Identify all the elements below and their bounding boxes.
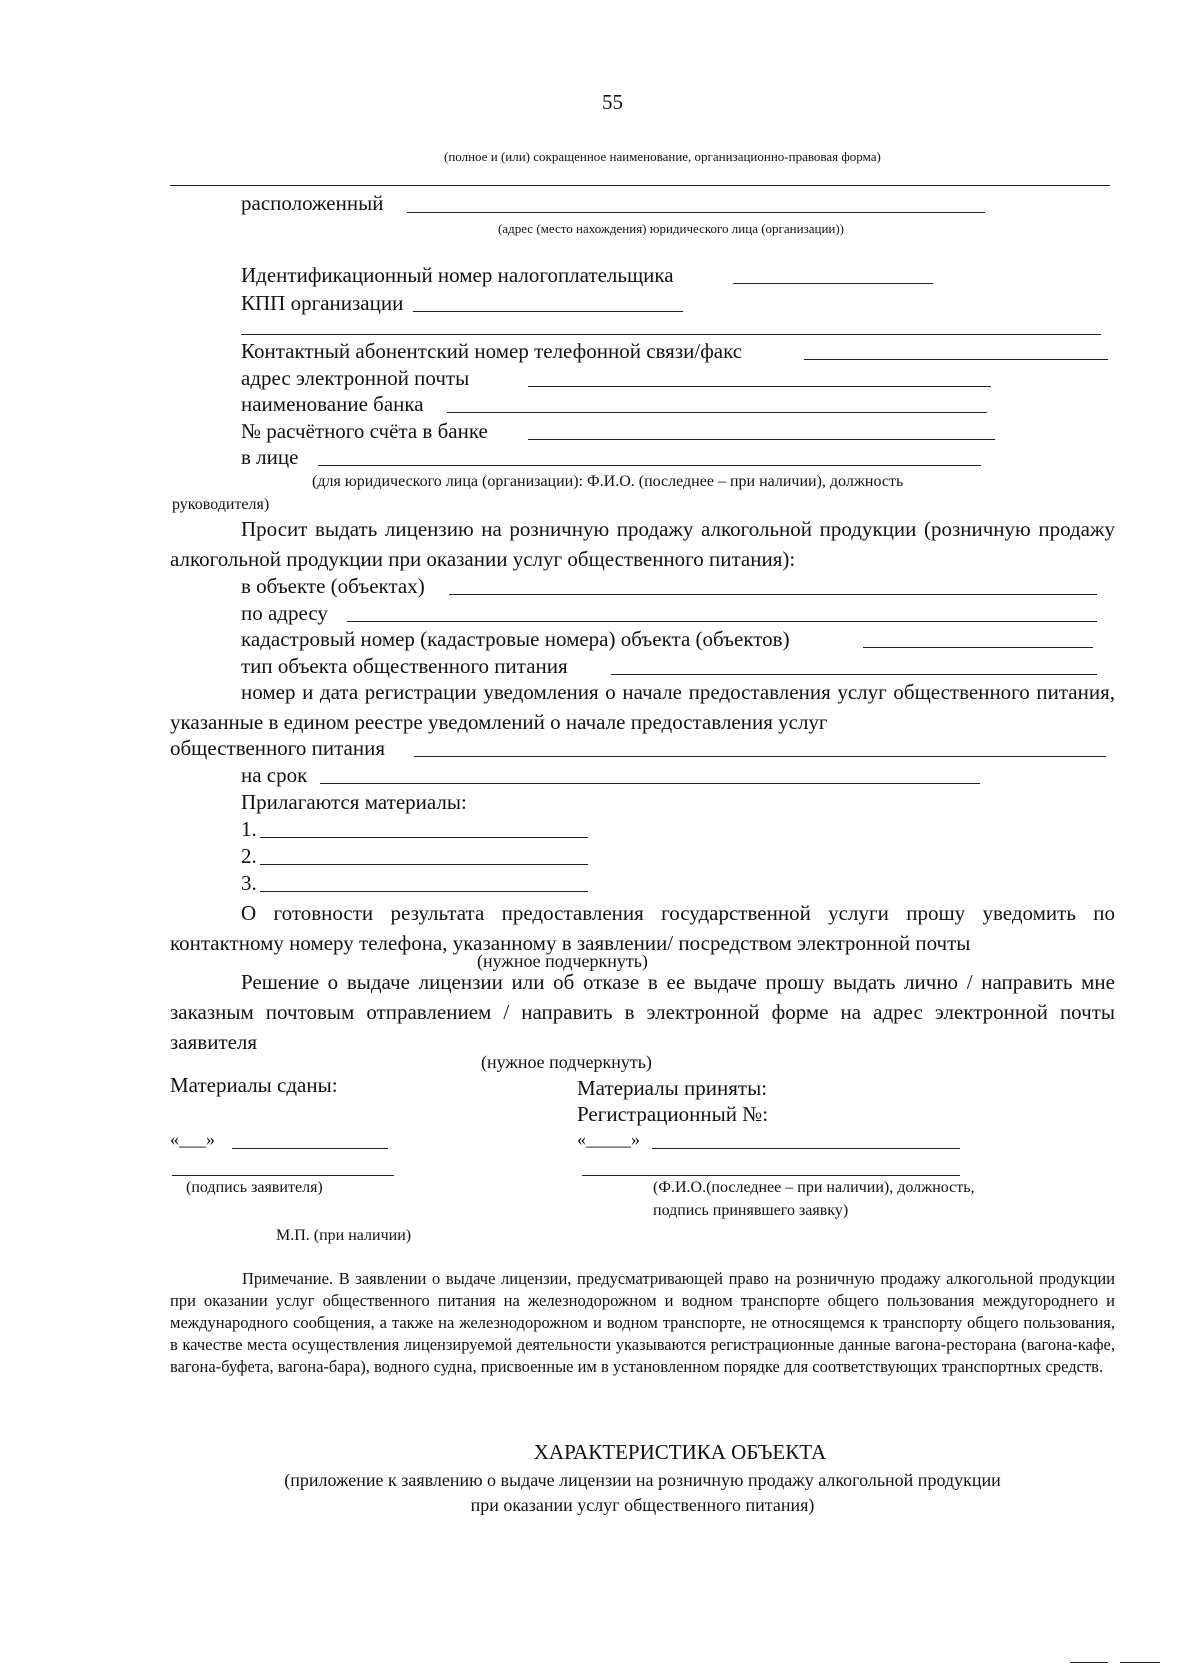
decision-paragraph: Решение о выдаче лицензии или об отказе в ее выдаче прошу выдать лично / направить мне заказным почтовым отправлением / направить в электронной форме на адрес электронной почты заявителя — [170, 970, 1115, 1054]
signature-receiver-hint-cont: подпись принявшего заявку) — [653, 1202, 849, 1219]
registration-tail: общественного питания — [170, 736, 385, 760]
date-right-field[interactable] — [652, 1148, 960, 1149]
object-field[interactable] — [449, 594, 1097, 595]
bank-label: наименование банка — [241, 392, 424, 416]
registration-field[interactable] — [414, 756, 1106, 757]
reg-number-label: Регистрационный №: — [577, 1102, 769, 1126]
inn-field[interactable] — [733, 283, 933, 284]
registration-paragraph: номер и дата регистрации уведомления о начале предоставления услуг общественного питания, указанные в едином реестре уведомлений о начале предоставления услуг — [170, 680, 1115, 734]
cadastral-label: кадастровый номер (кадастровые номера) объекта (объектов) — [241, 627, 790, 651]
organization-name-hint: (полное и (или) сокращенное наименование, организационно-правовая форма) — [444, 149, 881, 164]
person-label: в лице — [241, 445, 299, 469]
account-label: № расчётного счёта в банке — [241, 419, 488, 443]
term-label: на срок — [241, 763, 308, 787]
kpp-field[interactable] — [413, 311, 683, 312]
located-field[interactable] — [407, 212, 985, 213]
attached-field-3[interactable] — [260, 891, 588, 892]
notify-underline-hint: (нужное подчеркнуть) — [477, 951, 648, 971]
organization-name-line — [170, 185, 1110, 186]
stamp-label: М.П. (при наличии) — [276, 1227, 412, 1244]
address-label: по адресу — [241, 601, 328, 625]
object-type-field[interactable] — [611, 674, 1097, 675]
person-field[interactable] — [318, 465, 981, 466]
section-title: ХАРАКТЕРИСТИКА ОБЪЕКТА — [533, 1440, 827, 1464]
term-field[interactable] — [320, 783, 980, 784]
page-end-dash — [1120, 1662, 1160, 1663]
decision-underline-hint: (нужное подчеркнуть) — [481, 1052, 652, 1072]
section-subtitle-cont: при оказании услуг общественного питания) — [470, 1495, 815, 1515]
located-label: расположенный — [241, 191, 384, 215]
cadastral-field[interactable] — [863, 647, 1093, 648]
inn-label: Идентификационный номер налогоплательщика — [241, 263, 674, 287]
date-right: «_____» — [577, 1129, 640, 1149]
located-hint: (адрес (место нахождения) юридического лица (организации)) — [498, 221, 845, 236]
request-paragraph: Просит выдать лицензию на розничную продажу алкогольной продукции (розничную продажу алкогольной продукции при оказании услуг общественного питания): — [170, 517, 1115, 571]
kpp-label: КПП организации — [241, 291, 404, 315]
attached-item-2: 2. — [241, 844, 257, 868]
attached-label: Прилагаются материалы: — [241, 790, 467, 814]
object-label: в объекте (объектах) — [241, 574, 425, 598]
attached-field-1[interactable] — [260, 837, 588, 838]
signature-receiver-line[interactable] — [582, 1175, 960, 1176]
page-number: 55 — [602, 90, 623, 114]
attached-item-1: 1. — [241, 817, 257, 841]
signature-applicant-hint: (подпись заявителя) — [186, 1179, 323, 1196]
submitted-label: Материалы сданы: — [170, 1073, 338, 1097]
account-field[interactable] — [528, 439, 995, 440]
person-hint-cont: руководителя) — [172, 496, 270, 513]
address-field[interactable] — [347, 621, 1097, 622]
attached-field-2[interactable] — [260, 864, 588, 865]
person-hint: (для юридического лица (организации): Ф.И.О. (последнее – при наличии), должность — [312, 473, 904, 490]
section-subtitle: (приложение к заявлению о выдаче лицензии на розничную продажу алкогольной продукции — [284, 1470, 1001, 1490]
page-end-dash — [1070, 1662, 1108, 1663]
email-field[interactable] — [528, 386, 991, 387]
notify-paragraph: О готовности результата предоставления государственной услуги прошу уведомить по контактному номеру телефона, указанному в заявлении/ посредством электронной почты — [170, 901, 1115, 955]
signature-applicant-line[interactable] — [172, 1175, 394, 1176]
signature-receiver-hint: (Ф.И.О.(последнее – при наличии), должность, — [653, 1179, 975, 1196]
bank-field[interactable] — [447, 412, 987, 413]
email-label: адрес электронной почты — [241, 366, 470, 390]
phone-label: Контактный абонентский номер телефонной связи/факс — [241, 339, 743, 363]
date-left-field[interactable] — [232, 1148, 388, 1149]
note-paragraph: Примечание. В заявлении о выдаче лицензии, предусматривающей право на розничную продажу алкогольной продукции при оказании услуг общественного питания на железнодорожном и водном транспорте общего пользования междугороднего и международного сообщения, а также на железнодорожном и водном транспорте, не относящемся к транспорту общего пользования, в качестве места осуществления лицензируемой деятельности указываются регистрационные данные вагона-ресторана (вагона-кафе, вагона-буфета, вагона-бара), водного судна, присвоенные им в установленном порядке для соответствующих транспортных средств. — [170, 1269, 1115, 1376]
object-type-label: тип объекта общественного питания — [241, 654, 568, 678]
phone-field[interactable] — [804, 359, 1108, 360]
attached-item-3: 3. — [241, 871, 257, 895]
date-left: «___» — [170, 1129, 215, 1149]
accepted-label: Материалы приняты: — [577, 1076, 768, 1100]
organization-extra-line[interactable] — [241, 334, 1101, 335]
